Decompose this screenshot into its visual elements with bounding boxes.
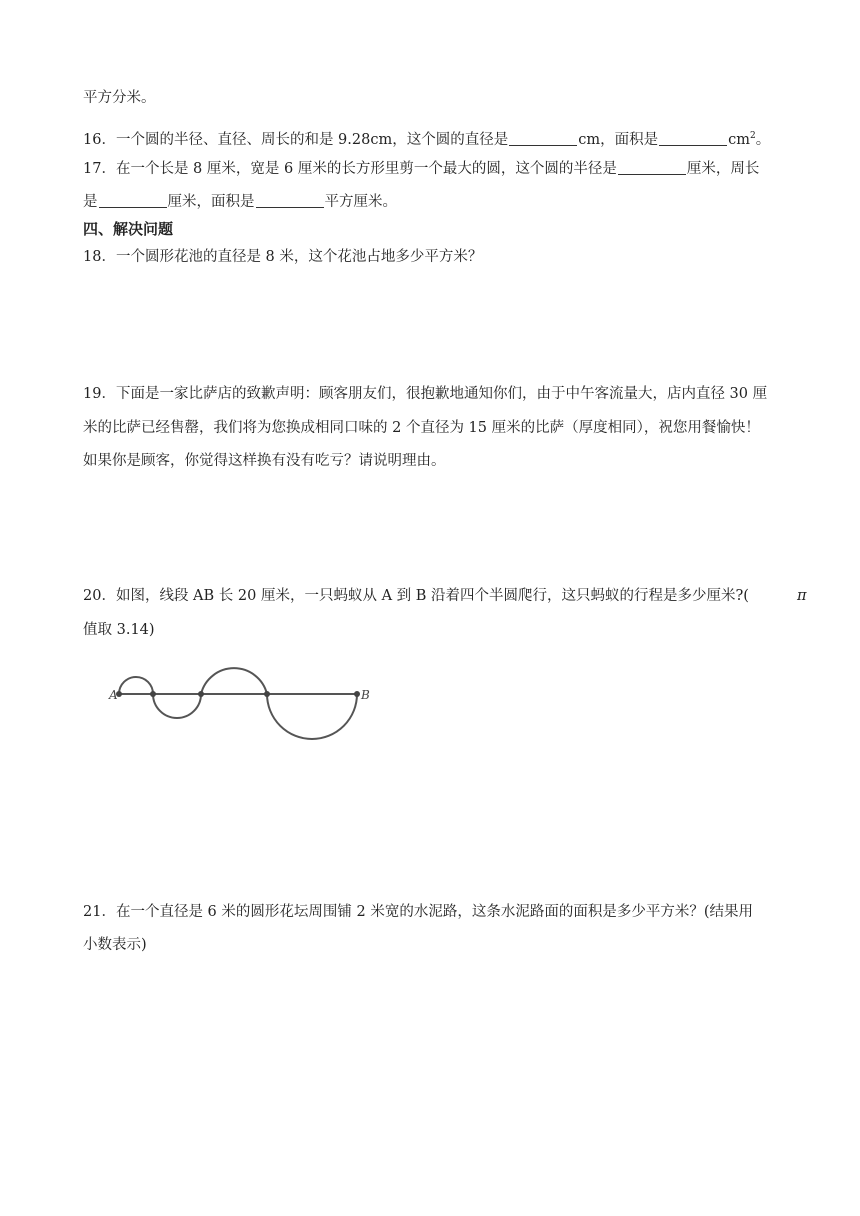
- section-heading: 四、解决问题: [83, 220, 174, 238]
- q16-end: 。: [755, 132, 771, 148]
- q21-text-a: 21．在一个直径是 6 米的圆形花坛周围铺 2 米宽的水泥路，这条水泥路面的面积是多少平方米？(结果用: [83, 904, 753, 920]
- semicircle-figure: [105, 650, 385, 754]
- question-21-line2: [83, 935, 147, 955]
- q16-exponent: 2: [749, 131, 756, 141]
- q16-unit: cm: [728, 132, 750, 148]
- label-b: B: [361, 688, 370, 702]
- semicircle-1: [119, 677, 153, 694]
- answer-blank: [509, 131, 577, 146]
- q17-text-a: 17．在一个长是 8 厘米，宽是 6 厘米的长方形里剪一个最大的圆，这个圆的半径是: [83, 161, 617, 177]
- q20-text-b: 值取 3.14): [83, 622, 155, 638]
- q16-text-b: cm，面积是: [578, 132, 659, 148]
- question-16: [83, 126, 770, 150]
- semicircle-diagram: [105, 650, 385, 750]
- q19-text-c: 如果你是顾客，你觉得这样换有没有吃亏？请说明理由。: [83, 453, 446, 469]
- question-19-line1: [83, 384, 767, 404]
- q17-text-e: 平方厘米。: [324, 194, 397, 210]
- question-19-line2: [83, 418, 760, 438]
- line-text: 平方分米。: [83, 90, 156, 106]
- q17-text-c: 是: [83, 194, 98, 210]
- answer-blank: [99, 193, 167, 208]
- question-19-line3: [83, 451, 446, 471]
- point: [150, 691, 156, 697]
- point: [264, 691, 270, 697]
- pi-symbol: π: [797, 588, 807, 604]
- answer-blank: [659, 131, 727, 146]
- semicircle-2: [153, 694, 201, 718]
- semicircle-4: [267, 694, 357, 739]
- q17-text-d: 厘米，面积是: [167, 194, 255, 210]
- question-20-line1: [83, 586, 807, 606]
- q20-text-a: 20．如图，线段 AB 长 20 厘米，一只蚂蚁从 A 到 B 沿着四个半圆爬行，这只蚂蚁的行程是多少厘米?(: [83, 588, 749, 604]
- q18-text: 18．一个圆形花池的直径是 8 米，这个花池占地多少平方米？: [83, 249, 483, 265]
- q19-text-a: 19．下面是一家比萨店的致歉声明：顾客朋友们，很抱歉地通知你们，由于中午客流量大，店内直径 30 厘: [83, 386, 768, 402]
- semicircle-3: [201, 668, 267, 694]
- answer-blank: [618, 160, 686, 175]
- question-17-line1: [83, 159, 759, 179]
- page-line-top: [83, 88, 156, 108]
- point: [198, 691, 204, 697]
- question-18: [83, 247, 482, 267]
- q21-text-b: 小数表示): [83, 937, 147, 953]
- question-21-line1: [83, 902, 753, 922]
- q17-text-b: 厘米，周长: [686, 161, 760, 177]
- answer-blank: [256, 193, 324, 208]
- question-20-line2: [83, 620, 155, 640]
- point-b: [354, 691, 360, 697]
- q19-text-b: 米的比萨已经售罄，我们将为您换成相同口味的 2 个直径为 15 厘米的比萨（厚度相同），祝您用餐愉快！: [83, 420, 760, 436]
- question-17-line2: [83, 192, 397, 212]
- label-a: A: [109, 688, 118, 702]
- q16-text-a: 16．一个圆的半径、直径、周长的和是 9.28cm，这个圆的直径是: [83, 132, 509, 148]
